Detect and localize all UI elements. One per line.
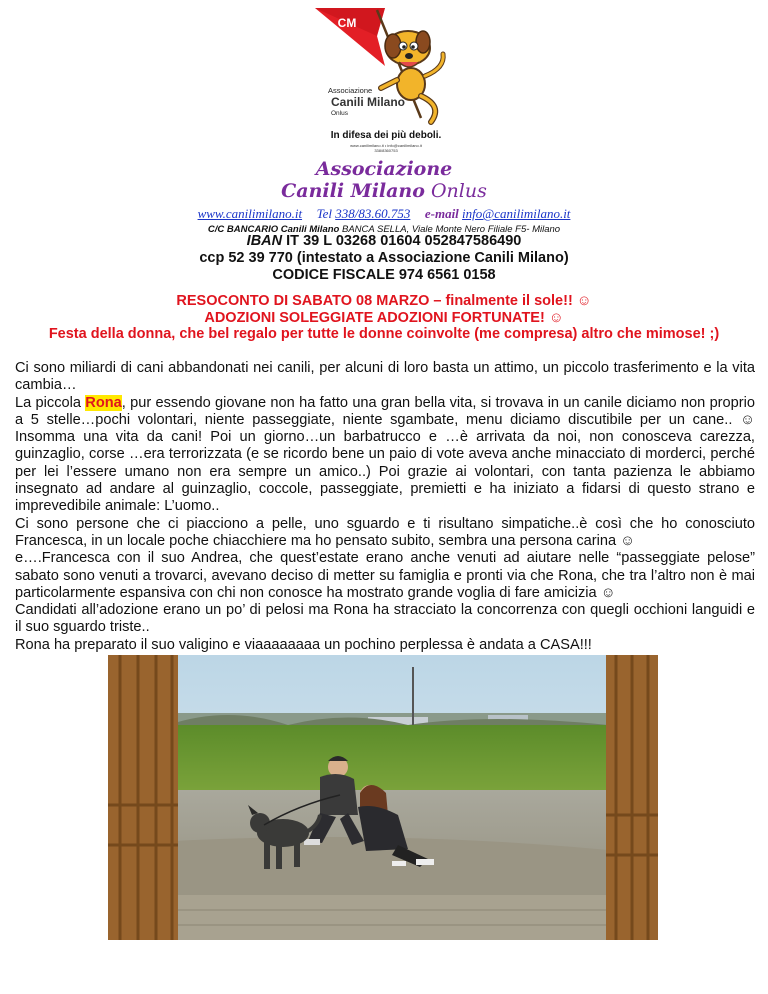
email-label: e-mail xyxy=(424,206,459,221)
iban-value: IT 39 L 03268 01604 052847586490 xyxy=(286,233,522,249)
iban-label: IBAN xyxy=(246,233,283,249)
logo-web-small: www.canilimilano.it • info@canilimilano.it xyxy=(350,143,422,148)
highlighted-name: Rona xyxy=(85,394,122,411)
headline-line-2: ADOZIONI SOLEGGIATE ADOZIONI FORTUNATE! ☺ xyxy=(204,310,564,326)
tel-label: Tel xyxy=(316,206,332,221)
association-title: Associazione xyxy=(315,158,453,180)
bank-label: C/C BANCARIO Canili Milano xyxy=(207,224,340,235)
logo-name-label: Canili Milano xyxy=(331,95,406,109)
article-paragraph-rona xyxy=(15,395,755,516)
logo-motto: In difesa dei più deboli. xyxy=(330,130,442,141)
logo-onlus-label: Onlus xyxy=(331,110,348,117)
email-link[interactable]: info@canilimilano.it xyxy=(462,206,571,221)
codice-fiscale-line: CODICE FISCALE 974 6561 0158 xyxy=(272,267,496,283)
article-paragraph: Rona ha preparato il suo valigino e viaaaaaaaa un pochino perplessa è andata a CASA!!! xyxy=(15,636,592,653)
logo-phone-small: 338/8360753 xyxy=(374,148,398,153)
article-paragraph: Ci sono miliardi di cani abbandonati nei canili, per alcuni di loro basta un attimo, un piccolo trasferimento e la vita cambia… xyxy=(15,360,755,394)
logo-badge: CM xyxy=(337,16,357,30)
association-onlus: Onlus xyxy=(430,180,487,202)
article-text: La piccola xyxy=(15,394,86,411)
adoption-photo xyxy=(108,655,658,940)
contact-line xyxy=(0,206,768,222)
article-paragraph: Ci sono persone che ci piacciono a pelle, uno sguardo e ti risultano simpatiche..è così che ho conosciuto Francesca, in un locale poche chiacchiere ma ho pensato subito, sembra una persona carina ☺ xyxy=(15,515,755,549)
headline-line-3: Festa della donna, che bel regalo per tutte le donne coinvolte (me compresa) altro che mimose! ;) xyxy=(48,326,720,342)
tel-number[interactable]: 338/83.60.753 xyxy=(335,206,411,221)
article-paragraph: e….Francesca con il suo Andrea, che quest’estate erano anche venuti ad aiutare nelle “passeggiate pelose” sabato sono venuti a trovarci, avevano deciso di metter su famiglia e pronti via che Rona, che tra l’altro non è mai particolarmente espansiva con chi non conosce ha mostrato grande voglia di fare amicizia ☺ xyxy=(15,550,755,601)
bank-detail: BANCA SELLA, Viale Monte Nero Filiale F5- Milano xyxy=(341,224,561,235)
photo-illustration xyxy=(108,655,658,940)
ccp-line: ccp 52 39 770 (intestato a Associazione Canili Milano) xyxy=(199,250,569,266)
association-logo xyxy=(313,6,459,154)
association-name-bold: Canili Milano xyxy=(281,180,425,202)
article-text: , pur essendo giovane non ha fatto una gran bella vita, si trovava in un canile diciamo non proprio a 5 stelle…pochi volontari, niente passeggiate, niente sgambate, menu diciamo discutibile per un cane.. ☺ Insomma una vita da cani! Poi un giorno…un barbatrucco e …è arrivata da noi, non conosceva carezza, guinzaglio, corse …era terrorizzata (e se ricordo bene un paio di vote aveva anche minacciato di morderci, perché per lei l’essere umano non era sempre un amico..) Poi grazie ai volontari, con tanta pazienza le abbiamo insegnato ad andare al guinzaglio, coccole, passeggiate, premietti e ha iniziato a fidarsi di questo strano e imprevedibile animale: L’uomo.. xyxy=(15,394,755,515)
article-paragraph: Candidati all’adozione erano un po’ di pelosi ma Rona ha stracciato la concorrenza con quegli occhioni languidi e il suo sguardo triste.. xyxy=(15,602,755,636)
article-body xyxy=(15,360,755,654)
headline-line-1: RESOCONTO DI SABATO 08 MARZO – finalmente il sole!! ☺ xyxy=(176,293,592,309)
website-link[interactable]: www.canilimilano.it xyxy=(197,206,303,221)
logo-association-label: Associazione xyxy=(328,86,373,95)
iban-line xyxy=(0,233,768,249)
association-name xyxy=(0,180,768,202)
